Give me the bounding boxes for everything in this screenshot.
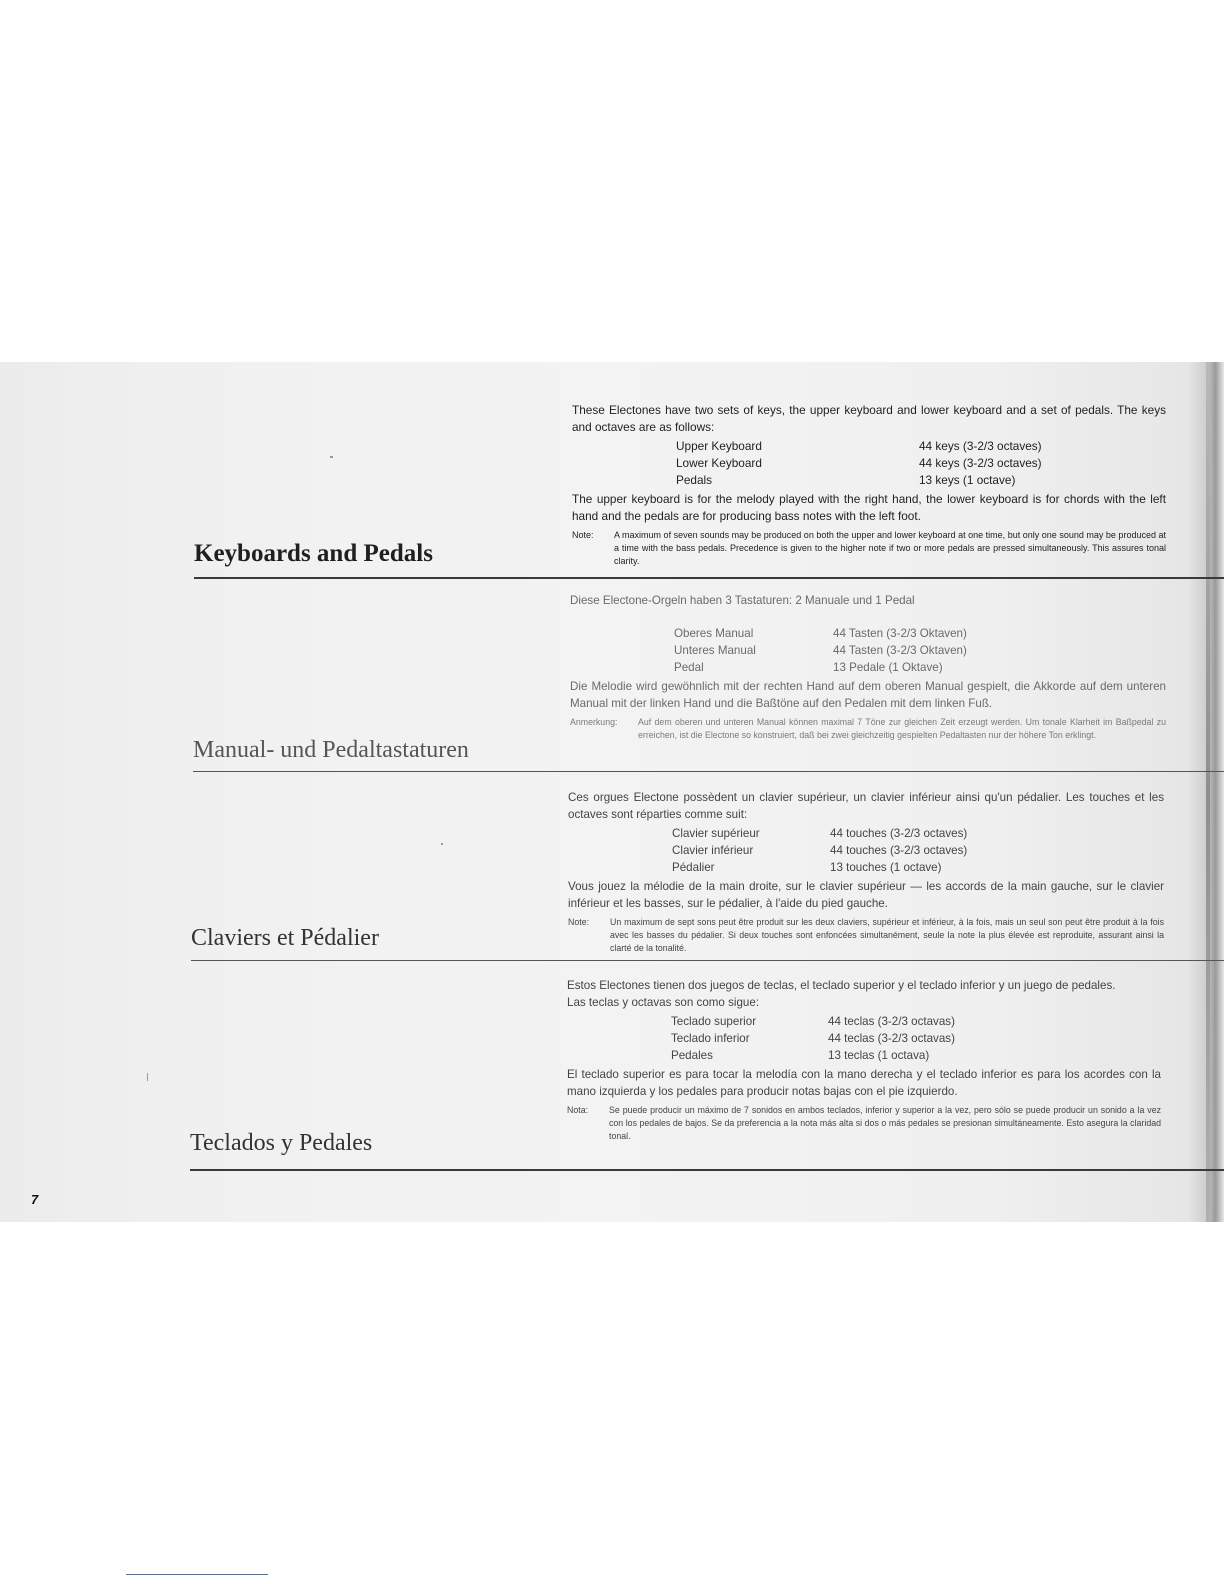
- note-label: Nota:: [567, 1105, 589, 1115]
- spec-value: 13 Pedale (1 Oktave): [833, 661, 943, 674]
- note: [568, 916, 1164, 955]
- scan-speck: [441, 843, 443, 845]
- section-heading: Teclados y Pedales: [190, 1130, 373, 1156]
- spec-table: [567, 1013, 1161, 1064]
- footer-line: [126, 1574, 268, 1575]
- description-text: Vous jouez la mélodie de la main droite, sur le clavier supérieur — les accords de la main gauche, sur le clavier inférieur et les basses, sur le pédalier, à l'aide du pied gauche.: [568, 880, 1164, 910]
- section-divider: [194, 577, 1224, 579]
- spec-name: Teclado superior: [671, 1015, 757, 1028]
- scan-speck: [147, 1073, 148, 1081]
- note: [572, 529, 1166, 568]
- note: [570, 716, 1166, 742]
- spec-name: Oberes Manual: [674, 627, 754, 640]
- intro-text: These Electones have two sets of keys, the upper keyboard and lower keyboard and a set of pedals. The keys and octaves are as follows:: [572, 403, 1166, 434]
- intro-text: Ces orgues Electone possèdent un clavier supérieur, un clavier inférieur ainsi qu'un pédalier. Les touches et les octaves sont réparties comme suit:: [568, 791, 1164, 821]
- note: [567, 1104, 1161, 1143]
- spec-name: Clavier inférieur: [672, 844, 754, 857]
- note-label: Anmerkung:: [570, 717, 618, 727]
- spec-table: [572, 438, 1166, 489]
- note-text: Auf dem oberen und unteren Manual können maximal 7 Töne zur gleichen Zeit erzeugt werden. Um tonale Klarheit im Baßpedal zu erreichen, ist die Electone so konstruiert, daß bei zwei gleichzeitig gespielten Pedaltasten nur der höhere Ton erklingt.: [638, 717, 1166, 740]
- description-text: Die Melodie wird gewöhnlich mit der rechten Hand auf dem oberen Manual gespielt, die Akkorde auf dem unteren Manual mit der linken Hand und die Baßtöne auf den Pedalen mit dem linken Fuß.: [570, 680, 1166, 710]
- note-text: Se puede producir un máximo de 7 sonidos en ambos teclados, inferior y superior a la vez, pero sólo se puede producir un sonido a la vez con los pedales de bajos. Se da preferencia a la nota más alta si dos o más pedales se presionan simultáneamente. Esto asegura la claridad tonal.: [609, 1105, 1161, 1141]
- spec-value: 44 keys (3-2/3 octaves): [919, 456, 1042, 470]
- spec-value: 44 teclas (3-2/3 octavas): [828, 1015, 955, 1028]
- intro-text: Diese Electone-Orgeln haben 3 Tastaturen: 2 Manuale und 1 Pedal: [570, 594, 915, 607]
- description-text: The upper keyboard is for the melody played with the right hand, the lower keyboard is for chords with the left hand and the pedals are for producing bass notes with the left foot.: [572, 492, 1166, 523]
- spec-value: 13 teclas (1 octava): [828, 1049, 930, 1062]
- description-text: El teclado superior es para tocar la melodía con la mano derecha y el teclado inferior es para los acordes con la mano izquierda y los pedales para producir notas bajas con el pie izquierdo.: [567, 1068, 1161, 1098]
- section-body: [568, 789, 1164, 955]
- page-edge-shadow: [1206, 362, 1210, 1222]
- section-divider: [191, 960, 1224, 961]
- spec-name: Pédalier: [672, 861, 715, 874]
- spec-value: 44 keys (3-2/3 octaves): [919, 439, 1042, 453]
- spec-name: Upper Keyboard: [676, 439, 762, 453]
- spec-value: 44 Tasten (3-2/3 Oktaven): [833, 644, 967, 657]
- spec-value: 44 touches (3-2/3 octaves): [830, 844, 968, 857]
- note-label: Note:: [568, 917, 590, 927]
- spec-table: [570, 625, 1166, 676]
- spec-name: Unteres Manual: [674, 644, 756, 657]
- intro-text-2: Las teclas y octavas son como sigue:: [567, 996, 760, 1009]
- note-text: A maximum of seven sounds may be produced on both the upper and lower keyboard at one time, but only one sound may be produced at a time with the bass pedals. Precedence is given to the higher note if two or more pedals are pressed simultaneously. This assures tonal clarity.: [614, 530, 1166, 566]
- spec-value: 13 keys (1 octave): [919, 473, 1016, 487]
- spec-name: Lower Keyboard: [676, 456, 762, 470]
- section-heading: Claviers et Pédalier: [191, 925, 379, 951]
- spec-name: Pedal: [674, 661, 704, 674]
- page-number: 7: [31, 1192, 39, 1207]
- intro-text: Estos Electones tienen dos juegos de teclas, el teclado superior y el teclado inferior y un juego de pedales.: [567, 979, 1116, 992]
- scan-speck: [330, 456, 333, 458]
- spec-value: 13 touches (1 octave): [830, 861, 942, 874]
- spec-name: Pedals: [676, 473, 713, 487]
- section-heading: Keyboards and Pedals: [194, 540, 433, 567]
- spec-table: [568, 825, 1164, 876]
- spec-name: Pedales: [671, 1049, 713, 1062]
- section-divider: [193, 771, 1224, 772]
- section-body: [570, 592, 1166, 742]
- spec-value: 44 teclas (3-2/3 octavas): [828, 1032, 955, 1045]
- spec-value: 44 Tasten (3-2/3 Oktaven): [833, 627, 967, 640]
- note-text: Un maximum de sept sons peut être produit sur les deux claviers, supérieur et inférieur, à la fois, mais un seul son peut être produit à la fois avec les basses du pédalier. Si deux touches sont enfoncées simultanément, seule la note la plus élevée est reproduite, assurant ainsi la clarté de la tonalité.: [610, 917, 1164, 953]
- section-divider: [190, 1169, 1224, 1171]
- spec-name: Clavier supérieur: [672, 827, 760, 840]
- section-body: [572, 402, 1166, 568]
- section-body: [567, 977, 1161, 1143]
- spec-value: 44 touches (3-2/3 octaves): [830, 827, 968, 840]
- note-label: Note:: [572, 530, 594, 540]
- spec-name: Teclado inferior: [671, 1032, 750, 1045]
- section-heading: Manual- und Pedaltastaturen: [193, 737, 469, 763]
